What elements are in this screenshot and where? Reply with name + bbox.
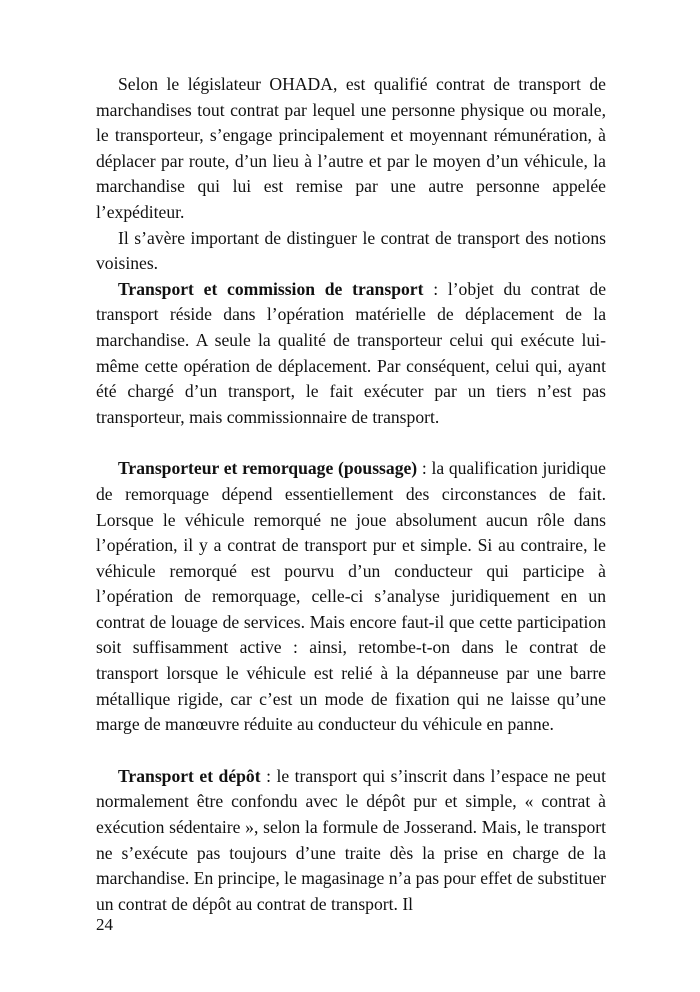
paragraph-ohada-definition — [96, 72, 606, 226]
paragraph-distinguish-notions — [96, 226, 606, 277]
bold-term: Transporteur et remorquage (poussage) — [118, 458, 418, 479]
paragraph-transport-commission — [96, 277, 606, 431]
paragraph-text: Il s’avère important de distinguer le contrat de transport des notions voisines. — [96, 227, 606, 274]
paragraph-text: : l’objet du contrat de transport réside dans l’opération matérielle de déplacement de la marchandise. A seule la qualité de transporteur celui qui exécute lui-même cette opération de déplacement. Par conséquent, celui qui, ayant été chargé d’un transport, le fait exécuter par un tiers n’est pas transporteur, mais commissionnaire de transport. — [96, 278, 606, 427]
paragraph-text: : la qualification juridique de remorquage dépend essentiellement des circonstances de fait. Lorsque le véhicule remorqué ne joue absolument aucun rôle dans l’opération, il y a contrat de transport pur et simple. Si au contraire, le véhicule remorqué est pourvu d’un conducteur qui participe à l’opération de remorquage, celle-ci s’analyse juridiquement en un contrat de louage de services. Mais encore faut-il que cette participation soit suffisamment active : ainsi, retombe-t-on dans le contrat de transport lorsque le véhicule est relié à la dépanneuse par une barre métallique rigide, car c’est un mode de fixation qui ne laisse qu’une marge de manœuvre réduite au conducteur du véhicule en panne. — [96, 458, 606, 735]
paragraph-text: : le transport qui s’inscrit dans l’espace ne peut normalement être confondu avec le dépôt pur et simple, « contrat à exécution sédentaire », selon la formule de Josserand. Mais, le transport ne s’exécute pas toujours d’une traite dès la prise en charge de la marchandise. En principe, le magasinage n’a pas pour effet de substituer un contrat de dépôt au contrat de transport. Il — [96, 765, 606, 914]
paragraph-remorquage — [96, 456, 606, 738]
paragraph-text: Selon le législateur OHADA, est qualifié contrat de transport de marchandises tout contrat par lequel une personne physique ou morale, le transporteur, s’engage principalement et moyennant rémunération, à déplacer par route, d’un lieu à l’autre et par le moyen d’un véhicule, la marchandise qui lui est remise par une autre personne appelée l’expéditeur. — [96, 74, 606, 222]
paragraph-transport-depot — [96, 764, 606, 918]
page-number: 24 — [96, 915, 113, 934]
bold-term: Transport et commission de transport — [118, 278, 424, 299]
bold-term: Transport et dépôt — [118, 765, 261, 786]
page-body — [96, 72, 606, 917]
